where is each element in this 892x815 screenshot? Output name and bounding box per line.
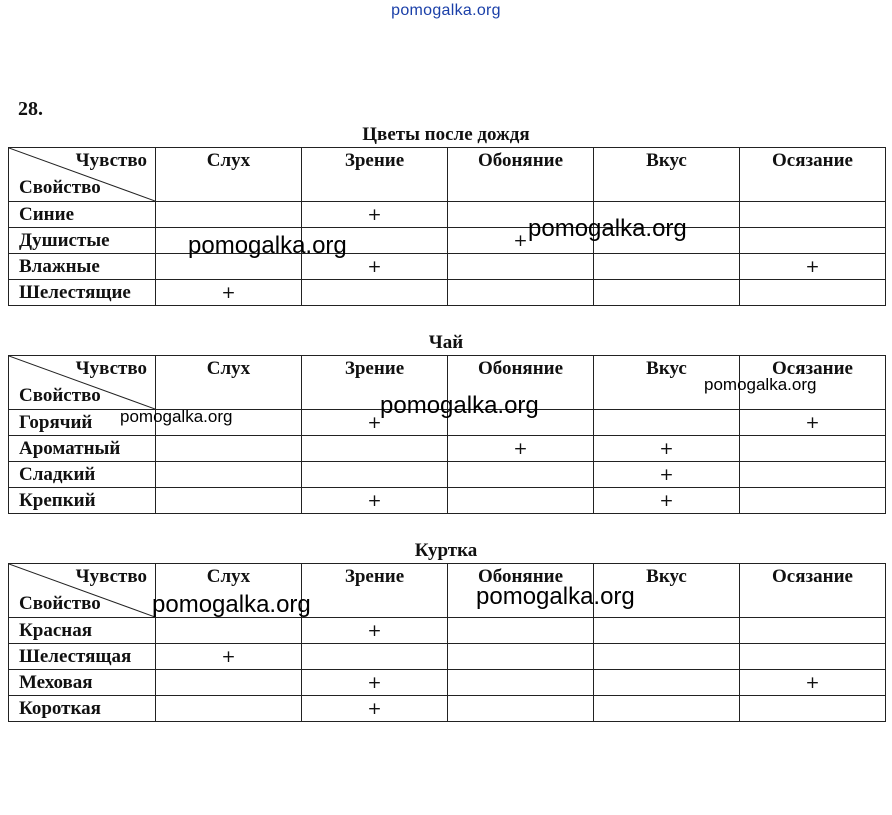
sense-header: Вкус: [594, 564, 740, 618]
table-row: [9, 280, 886, 306]
watermark-text: pomogalka.org: [476, 583, 635, 610]
mark-cell: [302, 436, 448, 462]
mark-cell: [448, 280, 594, 306]
property-cell: Сладкий: [9, 462, 156, 488]
sense-header: Слух: [156, 356, 302, 410]
property-cell: Ароматный: [9, 436, 156, 462]
table-row: [9, 488, 886, 514]
sense-header: Обоняние: [448, 564, 594, 618]
mark-cell: +: [740, 254, 886, 280]
mark-cell: [156, 202, 302, 228]
sense-header: Слух: [156, 148, 302, 202]
mark-cell: [302, 644, 448, 670]
mark-cell: +: [448, 436, 594, 462]
mark-cell: [156, 618, 302, 644]
watermark-text: pomogalka.org: [120, 407, 233, 426]
table-row: [9, 696, 886, 722]
mark-cell: [594, 254, 740, 280]
mark-cell: [448, 670, 594, 696]
mark-cell: [448, 254, 594, 280]
sense-header: Слух: [156, 564, 302, 618]
mark-cell: [740, 462, 886, 488]
mark-cell: [740, 644, 886, 670]
mark-cell: [594, 410, 740, 436]
mark-cell: +: [156, 280, 302, 306]
property-cell: Меховая: [9, 670, 156, 696]
mark-cell: +: [302, 488, 448, 514]
mark-cell: [740, 618, 886, 644]
mark-cell: +: [302, 618, 448, 644]
property-cell: Синие: [9, 202, 156, 228]
watermark-text: pomogalka.org: [704, 375, 817, 394]
mark-cell: [156, 488, 302, 514]
watermark-text: pomogalka.org: [152, 591, 311, 618]
corner-cell: [9, 356, 156, 410]
mark-cell: +: [594, 462, 740, 488]
sense-header: Зрение: [302, 148, 448, 202]
mark-cell: [302, 280, 448, 306]
sense-header: Обоняние: [448, 356, 594, 410]
table-row: [9, 228, 886, 254]
mark-cell: [594, 644, 740, 670]
mark-cell: +: [448, 228, 594, 254]
mark-cell: +: [302, 202, 448, 228]
table-title-tea: Чай: [428, 332, 464, 353]
table-jacket: [8, 563, 886, 722]
mark-cell: +: [594, 488, 740, 514]
mark-cell: +: [302, 254, 448, 280]
property-cell: Короткая: [9, 696, 156, 722]
corner-label-property: Свойство: [19, 177, 101, 198]
property-cell: Шелестящие: [9, 280, 156, 306]
table-row: [9, 254, 886, 280]
table-title-flowers: Цветы после дождя: [362, 124, 530, 145]
mark-cell: [156, 670, 302, 696]
task-number: 28.: [18, 98, 43, 120]
mark-cell: [448, 618, 594, 644]
mark-cell: [156, 696, 302, 722]
table-header-row: [9, 564, 886, 618]
mark-cell: [448, 644, 594, 670]
mark-cell: [594, 670, 740, 696]
sense-header: Зрение: [302, 356, 448, 410]
corner-label-sense: Чувство: [75, 566, 147, 587]
mark-cell: [740, 228, 886, 254]
mark-cell: [448, 696, 594, 722]
mark-cell: +: [740, 410, 886, 436]
property-cell: Крепкий: [9, 488, 156, 514]
mark-cell: +: [156, 644, 302, 670]
watermark-text: pomogalka.org: [380, 392, 539, 419]
mark-cell: +: [594, 436, 740, 462]
corner-cell: [9, 148, 156, 202]
corner-label-property: Свойство: [19, 385, 101, 406]
mark-cell: [448, 462, 594, 488]
header-site-link[interactable]: pomogalka.org: [391, 2, 501, 19]
mark-cell: [156, 436, 302, 462]
corner-label-property: Свойство: [19, 593, 101, 614]
sense-header: Осязание: [740, 148, 886, 202]
property-cell: Влажные: [9, 254, 156, 280]
mark-cell: [740, 696, 886, 722]
mark-cell: [740, 488, 886, 514]
table-row: [9, 670, 886, 696]
mark-cell: [740, 280, 886, 306]
sense-header: Осязание: [740, 564, 886, 618]
mark-cell: [156, 462, 302, 488]
table-row: [9, 202, 886, 228]
sense-header: Вкус: [594, 148, 740, 202]
sense-header: Зрение: [302, 564, 448, 618]
mark-cell: +: [302, 696, 448, 722]
mark-cell: +: [302, 670, 448, 696]
property-cell: Шелестящая: [9, 644, 156, 670]
mark-cell: +: [302, 410, 448, 436]
property-cell: Душистые: [9, 228, 156, 254]
mark-cell: [740, 202, 886, 228]
table-row: [9, 644, 886, 670]
property-cell: Горячий: [9, 410, 156, 436]
property-cell: Красная: [9, 618, 156, 644]
corner-label-sense: Чувство: [75, 358, 147, 379]
sense-header: Обоняние: [448, 148, 594, 202]
mark-cell: [302, 462, 448, 488]
sense-header: Вкус: [594, 356, 740, 410]
table-flowers: [8, 147, 886, 306]
sense-header: Осязание: [740, 356, 886, 410]
watermark-text: pomogalka.org: [528, 215, 687, 242]
corner-label-sense: Чувство: [75, 150, 147, 171]
mark-cell: [594, 280, 740, 306]
table-row: [9, 618, 886, 644]
mark-cell: +: [740, 670, 886, 696]
corner-cell: [9, 564, 156, 618]
mark-cell: [594, 618, 740, 644]
watermark-text: pomogalka.org: [188, 232, 347, 259]
table-row: [9, 462, 886, 488]
mark-cell: [448, 488, 594, 514]
table-title-jacket: Куртка: [414, 540, 478, 561]
table-row: [9, 436, 886, 462]
mark-cell: [594, 696, 740, 722]
mark-cell: [740, 436, 886, 462]
table-header-row: [9, 148, 886, 202]
